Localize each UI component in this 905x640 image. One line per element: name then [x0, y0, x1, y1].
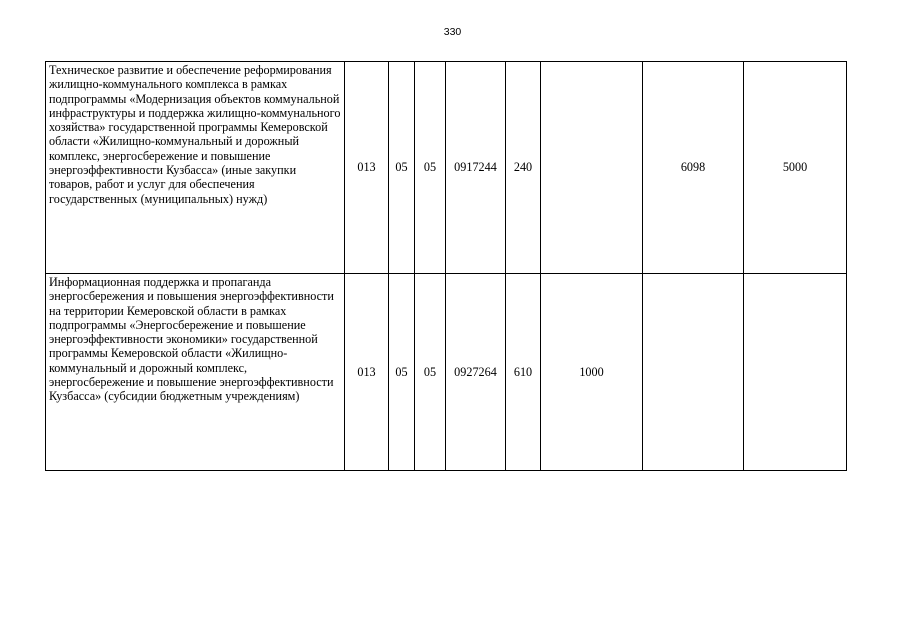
table-row [46, 62, 847, 274]
amount-3 [744, 274, 847, 471]
expense-type-code: 240 [506, 62, 541, 274]
target-article-code: 0917244 [446, 62, 506, 274]
subsection-code: 05 [415, 274, 446, 471]
amount-2 [643, 274, 744, 471]
subsection-code: 05 [415, 62, 446, 274]
amount-2: 6098 [643, 62, 744, 274]
table-row [46, 274, 847, 471]
ministry-code: 013 [345, 62, 389, 274]
amount-1 [541, 62, 643, 274]
expense-type-code: 610 [506, 274, 541, 471]
section-code: 05 [389, 274, 415, 471]
amount-3: 5000 [744, 62, 847, 274]
amount-1: 1000 [541, 274, 643, 471]
target-article-code: 0927264 [446, 274, 506, 471]
ministry-code: 013 [345, 274, 389, 471]
row-description: Техническое развитие и обеспечение реформирования жилищно-коммунального комплекса в рамках подпрограммы «Модернизация объектов коммунальной инфраструктуры и поддержка жилищно-коммунального хозяйства» государственной программы Кемеровской области «Жилищно-коммунальный и дорожный комплекс, энергосбережение и повышение энергоэффективности Кузбасса» (иные закупки товаров, работ и услуг для обеспечения государственных (муниципальных) нужд) [46, 62, 345, 274]
section-code: 05 [389, 62, 415, 274]
row-description: Информационная поддержка и пропаганда энергосбережения и повышения энергоэффективности на территории Кемеровской области в рамках подпрограммы «Энергосбережение и повышение энергоэффективности экономики» государственной программы Кемеровской области «Жилищно-коммунальный и дорожный комплекс, энергосбережение и повышение энергоэффективности Кузбасса» (субсидии бюджетным учреждениям) [46, 274, 345, 471]
page-number: 330 [443, 26, 462, 38]
budget-table [45, 61, 847, 471]
